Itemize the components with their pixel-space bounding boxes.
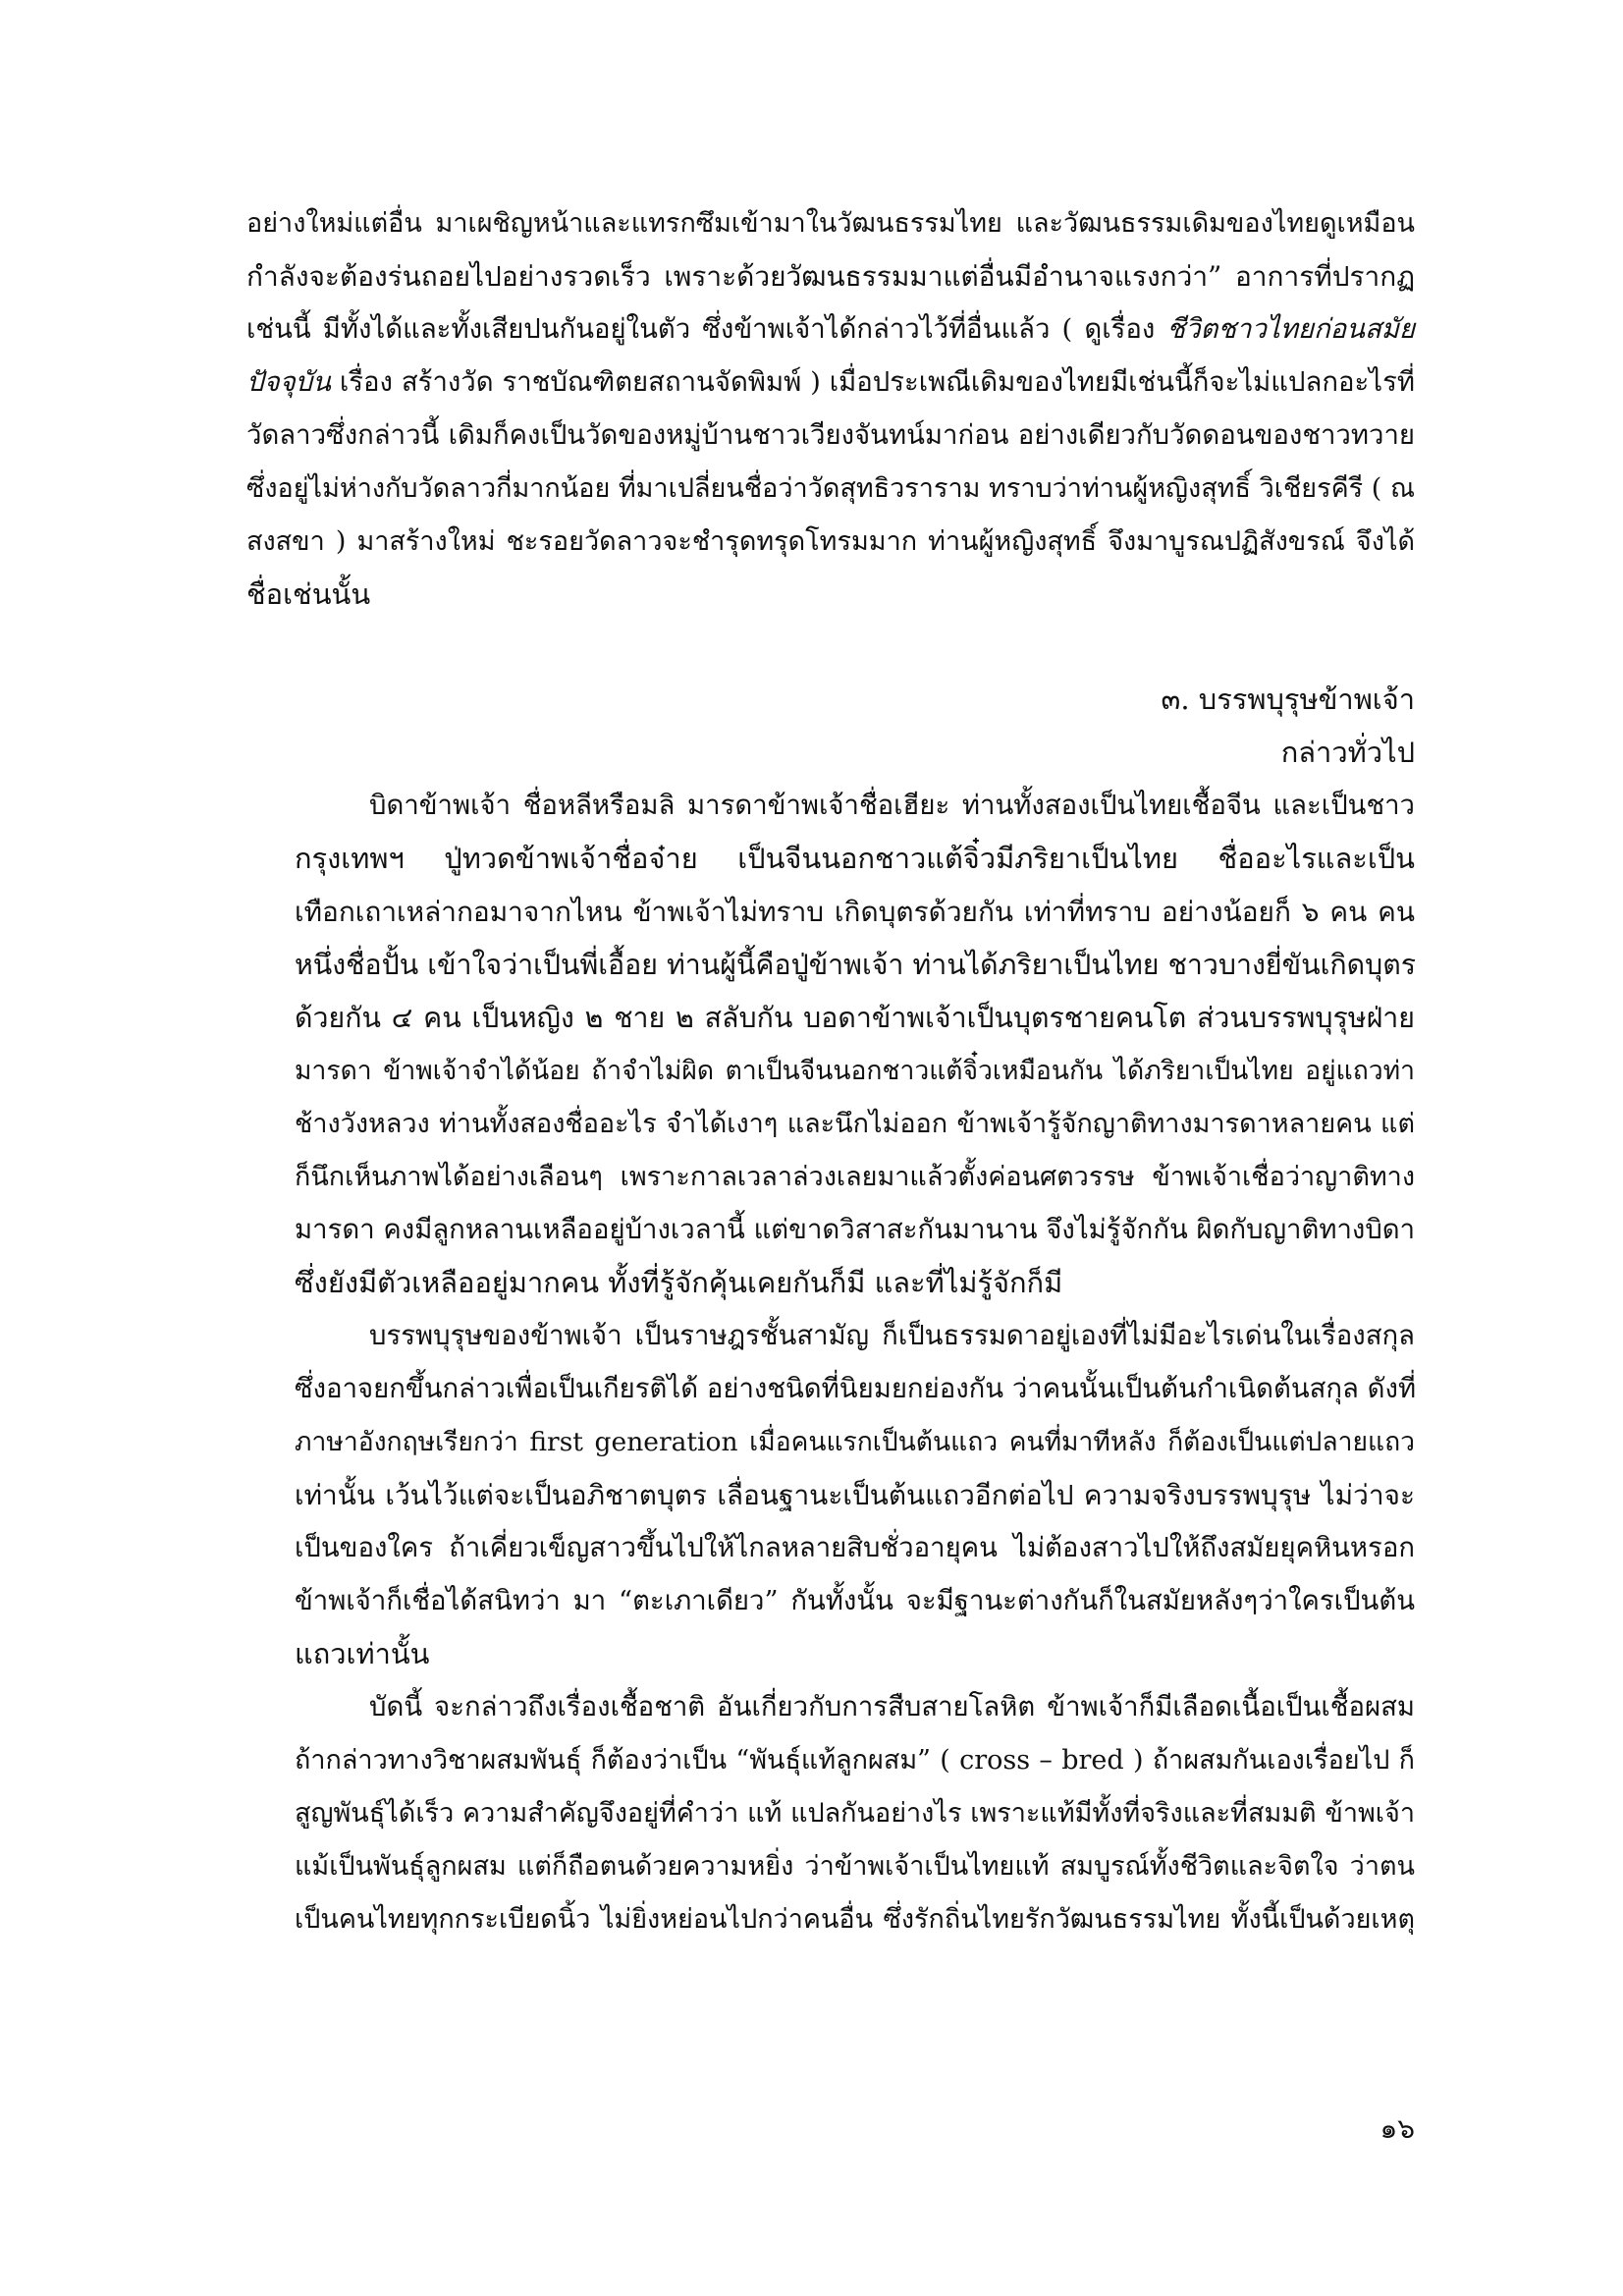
text-line: บรรพบุรุษของข้าพเจ้า เป็นราษฎรชั้นสามัญ ก็เป็นธรรมดาอยู่เองที่ไม่มีอะไรเด่นในเรื่องสกุล: [369, 1320, 1415, 1351]
text-line: อย่างใหม่แต่อื่น มาเผชิญหน้าและแทรกซึมเข้ามาในวัฒนธรรมไทย และวัฒนธรรมเดิมของไทยดูเหมือน: [246, 208, 1415, 239]
text-line: ช้างวังหลวง ท่านทั้งสองชื่ออะไร จำได้เงาๆ และนึกไม่ออก ข้าพเจ้ารู้จักญาติทางมารดาหลายคน แต่: [295, 1109, 1415, 1139]
text-line: สงสขา ) มาสร้างใหม่ ชะรอยวัดลาวจะชำรุดทรุดโทรมมาก ท่านผู้หญิงสุทธิ์ จึงมาบูรณปฏิสังขรณ์ จึงได้: [246, 526, 1415, 557]
text-line: ซึ่งยังมีตัวเหลืออยู่มากคน ทั้งที่รู้จักคุ้นเคยกันก็มี และที่ไม่รู้จักก็มี: [295, 1266, 1063, 1299]
text-line: ด้วยกัน ๔ คน เป็นหญิง ๒ ชาย ๒ สลับกัน บอดาข้าพเจ้าเป็นบุตรชายคนโต ส่วนบรรพบุรุษฝ่าย: [295, 1002, 1415, 1034]
text-line: ถ้ากล่าวทางวิชาผสมพันธุ์ ก็ต้องว่าเป็น “พันธุ์แท้ลูกผสม” ( cross – bred ) ถ้าผสมกันเองเรื่อยไป ก็: [295, 1745, 1415, 1776]
section-subtitle: กล่าวทั่วไป: [1280, 736, 1415, 769]
text-line: ภาษาอังกฤษเรียกว่า first generation เมื่อคนแรกเป็นต้นแถว คนที่มาทีหลัง ก็ต้องเป็นแต่ปลายแถว: [295, 1427, 1415, 1457]
text-line: บิดาข้าพเจ้า ชื่อหลีหรือมลิ มารดาข้าพเจ้าชื่อเฮียะ ท่านทั้งสองเป็นไทยเชื้อจีน และเป็นชาว: [369, 790, 1415, 821]
text-line: บัดนี้ จะกล่าวถึงเรื่องเชื้อชาติ อันเกี่ยวกับการสืบสายโลหิต ข้าพเจ้าก็มีเลือดเนื้อเป็นเชื้อผสม: [369, 1691, 1415, 1722]
book-title-italic: ปัจจุบัน: [246, 366, 331, 398]
text-line: ข้าพเจ้าก็เชื่อได้สนิทว่า มา “ตะเภาเดียว” กันทั้งนั้น จะมีฐานะต่างกันก็ในสมัยหลังๆว่าใครเป็นต้น: [295, 1585, 1415, 1616]
text-line: กรุงเทพฯ ปู่ทวดข้าพเจ้าชื่อจ๋าย เป็นจีนนอกชาวแต้จิ๋วมีภริยาเป็นไทย ชื่ออะไรและเป็น: [295, 842, 1415, 875]
text-line: มารดา คงมีลูกหลานเหลืออยู่บ้างเวลานี้ แต่ขาดวิสาสะกันมานาน จึงไม่รู้จักกัน ผิดกับญาติทางบิดา: [295, 1214, 1416, 1245]
text-line: เป็นคนไทยทุกกระเบียดนิ้ว ไม่ยิ่งหย่อนไปกว่าคนอื่น ซึ่งรักถิ่นไทยรักวัฒนธรรมไทย ทั้งนี้เป็นด้วยเหตุ: [295, 1904, 1415, 1935]
text-line: กำลังจะต้องร่นถอยไปอย่างรวดเร็ว เพราะด้วยวัฒนธรรมมาแต่อื่นมีอำนาจแรงกว่า” อาการที่ปรากฏ: [246, 260, 1415, 293]
text-line: แถวเท่านั้น: [295, 1637, 430, 1670]
book-title-italic: ชีวิตชาวไทยก่อนสมัย: [1166, 313, 1415, 345]
section-title: ๓. บรรพบุรุษข้าพเจ้า: [1161, 683, 1415, 716]
text-line: มารดา ข้าพเจ้าจำได้น้อย ถ้าจำไม่ผิด ตาเป็นจีนนอกชาวแต้จิ๋วเหมือนกัน ได้ภริยาเป็นไทย อยู่แถวท่า: [295, 1056, 1415, 1086]
text-line: หนึ่งชื่อปั้น เข้าใจว่าเป็นพี่เอื้อย ท่านผู้นี้คือปู่ข้าพเจ้า ท่านได้ภริยาเป็นไทย ชาวบางยี่ขันเกิดบุตร: [295, 949, 1417, 981]
page-number: ๑๖: [1380, 2112, 1415, 2145]
text-line: เป็นของใคร ถ้าเคี่ยวเข็ญสาวขึ้นไปให้ไกลหลายสิบชั่วอายุคน ไม่ต้องสาวไปให้ถึงสมัยยุคหินหรอก: [295, 1532, 1415, 1563]
text-line: สูญพันธุ์ได้เร็ว ความสำคัญจึงอยู่ที่คำว่า แท้ แปลกันอย่างไร เพราะแท้มีทั้งที่จริงและที่สมมติ ข้าพเจ้า: [295, 1798, 1415, 1829]
text-line: เท่านั้น เว้นไว้แต่จะเป็นอภิชาตบุตร เลื่อนฐานะเป็นต้นแถวอีกต่อไป ความจริงบรรพบุรุษ ไม่ว่าจะ: [295, 1479, 1415, 1511]
text-line: ปัจจุบัน เรื่อง สร้างวัด ราชบัณฑิตยสถานจัดพิมพ์ ) เมื่อประเพณีเดิมของไทยมีเช่นนี้ก็จะไม่แปลกอะไรที่: [246, 366, 1416, 398]
text-line: ก็นึกเห็นภาพได้อย่างเลือนๆ เพราะกาลเวลาล่วงเลยมาแล้วตั้งค่อนศตวรรษ ข้าพเจ้าเชื่อว่าญาติทาง: [295, 1162, 1415, 1192]
text-line: ซึ่งอยู่ไม่ห่างกับวัดลาวกี่มากน้อย ที่มาเปลี่ยนชื่อว่าวัดสุทธิวราราม ทราบว่าท่านผู้หญิงสุทธิ์ วิเชียรคีรี ( ณ: [246, 473, 1415, 504]
text-line: วัดลาวซึ่งกล่าวนี้ เดิมก็คงเป็นวัดของหมู่บ้านชาวเวียงจันทน์มาก่อน อย่างเดียวกับวัดดอนของชาวทวาย: [246, 419, 1415, 451]
text-line: แม้เป็นพันธุ์ลูกผสม แต่ก็ถือตนด้วยความหยิ่ง ว่าข้าพเจ้าเป็นไทยแท้ สมบูรณ์ทั้งชีวิตและจิตใจ ว่าตน: [295, 1851, 1415, 1882]
text-line: เทือกเถาเหล่ากอมาจากไหน ข้าพเจ้าไม่ทราบ เกิดบุตรด้วยกัน เท่าที่ทราบ อย่างน้อยก็ ๖ คน คน: [295, 896, 1415, 928]
text-line: ซึ่งอาจยกขึ้นกล่าวเพื่อเป็นเกียรติได้ อย่างชนิดที่นิยมยกย่องกัน ว่าคนนั้นเป็นต้นกำเนิดต้นสกุล ดังที่: [295, 1373, 1417, 1404]
text-line: เช่นนี้ มีทั้งได้และทั้งเสียปนกันอยู่ในตัว ซึ่งข้าพเจ้าได้กล่าวไว้ที่อื่นแล้ว ( ดูเรื่อง ชีวิตชาวไทยก่อนสมัย: [246, 313, 1415, 345]
text-line: ชื่อเช่นนั้น: [246, 577, 371, 611]
